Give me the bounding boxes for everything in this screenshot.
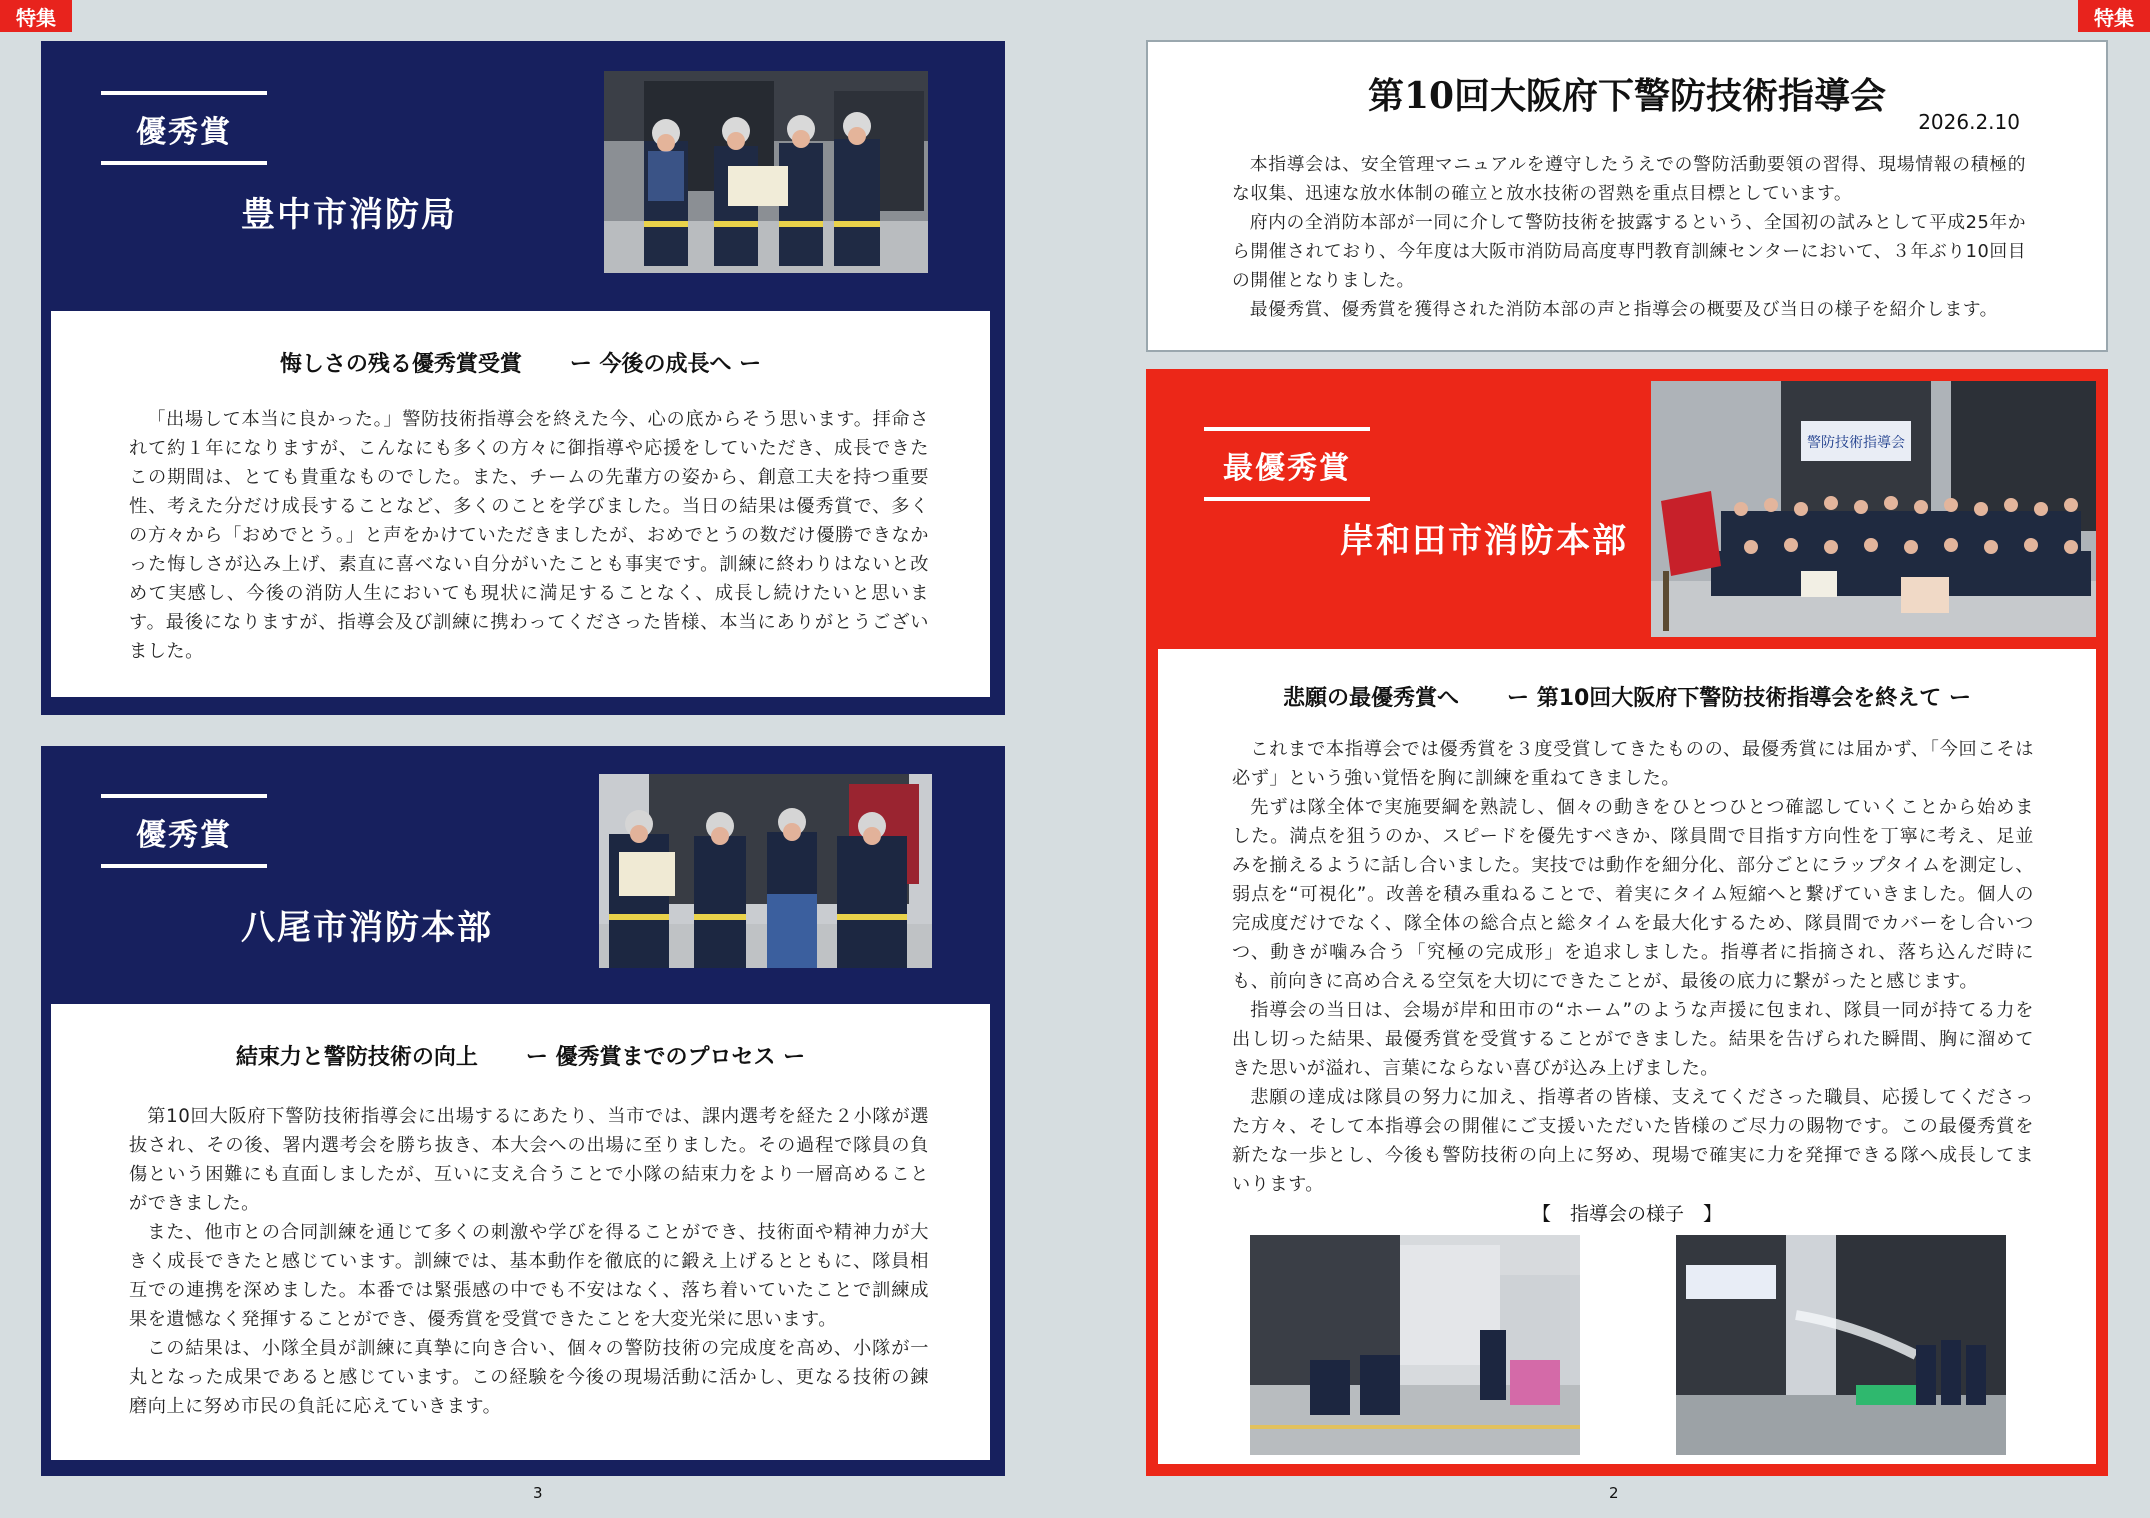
article-card	[51, 311, 990, 697]
feature-tag-left: 特集	[0, 0, 72, 32]
article-title-sub: ー 今後の成長へ ー	[569, 352, 762, 377]
team-photo	[604, 71, 928, 273]
article-title-sub: ー 優秀賞までのプロセス ー	[525, 1045, 806, 1070]
paragraph: 本指導会は、安全管理マニュアルを遵守したうえでの警防活動要領の習得、現場情報の積極的な収集、迅速な放水体制の確立と放水技術の習熟を重点目標としています。	[1232, 154, 2026, 204]
team-photo	[599, 774, 932, 968]
article-title-main: 悲願の最優秀賞へ	[1283, 686, 1460, 711]
article-title-sub: ー 第10回大阪府下警防技術指導会を終えて ー	[1507, 686, 1971, 711]
paragraph: この結果は、小隊全員が訓練に真摯に向き合い、個々の警防技術の完成度を高め、小隊が一丸となった成果であると感じています。この経験を今後の現場活動に活かし、更なる技術の錬磨向上に努め市民の負託に応えていきます。	[129, 1338, 929, 1417]
intro-title: 第10回大阪府下警防技術指導会	[1367, 75, 1887, 117]
intro-date: 2026.2.10	[1918, 110, 2020, 134]
yao-panel	[41, 746, 1005, 1476]
article-title-main: 悔しさの残る優秀賞受賞	[279, 352, 522, 377]
photo-caption: 【 指導会の様子 】	[1531, 1203, 1722, 1225]
article-title	[1158, 681, 2096, 712]
paragraph: 指導会の当日は、会場が岸和田市の“ホーム”のような声援に包まれ、隊員一同が持てる力を出し切った結果、最優秀賞を受賞することができました。結果を告げられた瞬間、胸に溜めてきた思いが溢れ、言葉にならない喜びが込み上げました。	[1232, 1000, 2034, 1079]
toyonaka-panel	[41, 41, 1005, 715]
paragraph: 最優秀賞、優秀賞を獲得された消防本部の声と指導会の概要及び当日の様子を紹介します。	[1249, 299, 1998, 320]
article-body	[129, 405, 929, 666]
article-card	[1158, 649, 2096, 1464]
award-label: 優秀賞	[101, 794, 267, 868]
org-name: 岸和田市消防本部	[1340, 521, 1628, 561]
paragraph: 悲願の達成は隊員の努力に加え、指導者の皆様、支えてくださった職員、応援してくださった方々、そして本指導会の開催にご支援いただいた皆様のご尽力の賜物です。この最優秀賞を新たな一歩とし、今後も警防技術の向上に努め、現場で確実に力を発揮できる隊へ成長してまいります。	[1232, 1087, 2034, 1195]
intro-box	[1146, 40, 2108, 352]
paragraph: これまで本指導会では優秀賞を３度受賞してきたものの、最優秀賞には届かず、「今回こそは必ず」という強い覚悟を胸に訓練を重ねてきました。	[1232, 739, 2034, 789]
paragraph: 「出場して本当に良かった。」警防技術指導会を終えた今、心の底からそう思います。拝命されて約１年になりますが、こんなにも多くの方々に御指導や応援をしていただき、成長できたこの期間は、とても貴重なものでした。また、チームの先輩方の姿から、創意工夫を持つ重要性、考えた分だけ成長することなど、多くのことを学びました。当日の結果は優秀賞で、多くの方々から「おめでとう。」と声をかけていただきましたが、おめでとうの数だけ優勝できなかった悔しさが込み上げ、素直に喜べない自分がいたことも事実です。訓練に終わりはないと改めて実感し、今後の消防人生においても現状に満足することなく、成長し続けたいと思います。最後になりますが、指導会及び訓練に携わってくださった皆様、本当にありがとうございました。	[129, 409, 929, 662]
article-title	[51, 347, 990, 378]
award-label: 優秀賞	[101, 91, 267, 165]
team-photo	[1651, 381, 2096, 637]
kishiwada-panel	[1146, 369, 2108, 1476]
intro-body	[1232, 150, 2026, 324]
page-number-right: 2	[1609, 1484, 1619, 1502]
article-body	[1232, 735, 2034, 1199]
award-label: 最優秀賞	[1204, 427, 1370, 501]
banner-text: 警防技術指導会	[1807, 435, 1905, 451]
drill-photo-2	[1676, 1235, 2006, 1455]
article-card	[51, 1004, 990, 1460]
paragraph: 第10回大阪府下警防技術指導会に出場するにあたり、当市では、課内選考を経た２小隊が選抜され、その後、署内選考会を勝ち抜き、本大会への出場に至りました。その過程で隊員の負傷という困難にも直面しましたが、互いに支え合うことで小隊の結束力をより一層高めることができました。	[129, 1106, 929, 1214]
paragraph: 府内の全消防本部が一同に介して警防技術を披露するという、全国初の試みとして平成25年から開催されており、今年度は大阪市消防局高度専門教育訓練センターにおいて、３年ぶり10回目の開催となりました。	[1232, 212, 2026, 291]
drill-photo-1	[1250, 1235, 1580, 1455]
article-title-main: 結束力と警防技術の向上	[235, 1045, 478, 1070]
article-body	[129, 1102, 929, 1421]
org-name: 豊中市消防局	[241, 195, 457, 235]
article-title	[51, 1040, 990, 1071]
org-name: 八尾市消防本部	[241, 908, 493, 948]
paragraph: 先ずは隊全体で実施要綱を熟読し、個々の動きをひとつひとつ確認していくことから始めました。満点を狙うのか、スピードを優先すべきか、隊員間で目指す方向性を丁寧に考え、足並みを揃えるように話し合いました。実技では動作を細分化、部分ごとにラップタイムを測定し、弱点を“可視化”。改善を積み重ねることで、着実にタイム短縮へと繋げていきました。個人の完成度だけでなく、隊全体の総合点と総タイムを最大化するため、隊員間でカバーをし合いつつ、動きが噛み合う「究極の完成形」を追求しました。指導者に指摘され、落ち込んだ時にも、前向きに高め合える空気を大切にできたことが、最後の底力に繋がったと感じます。	[1232, 797, 2034, 992]
feature-tag-right: 特集	[2078, 0, 2150, 32]
page-number-left: 3	[533, 1484, 543, 1502]
paragraph: また、他市との合同訓練を通じて多くの刺激や学びを得ることができ、技術面や精神力が大きく成長できたと感じています。訓練では、基本動作を徹底的に鍛え上げるとともに、隊員相互での連携を深めました。本番では緊張感の中でも不安はなく、落ち着いていたことで訓練成果を遺憾なく発揮することができ、優秀賞を受賞できたことを大変光栄に思います。	[129, 1222, 929, 1330]
